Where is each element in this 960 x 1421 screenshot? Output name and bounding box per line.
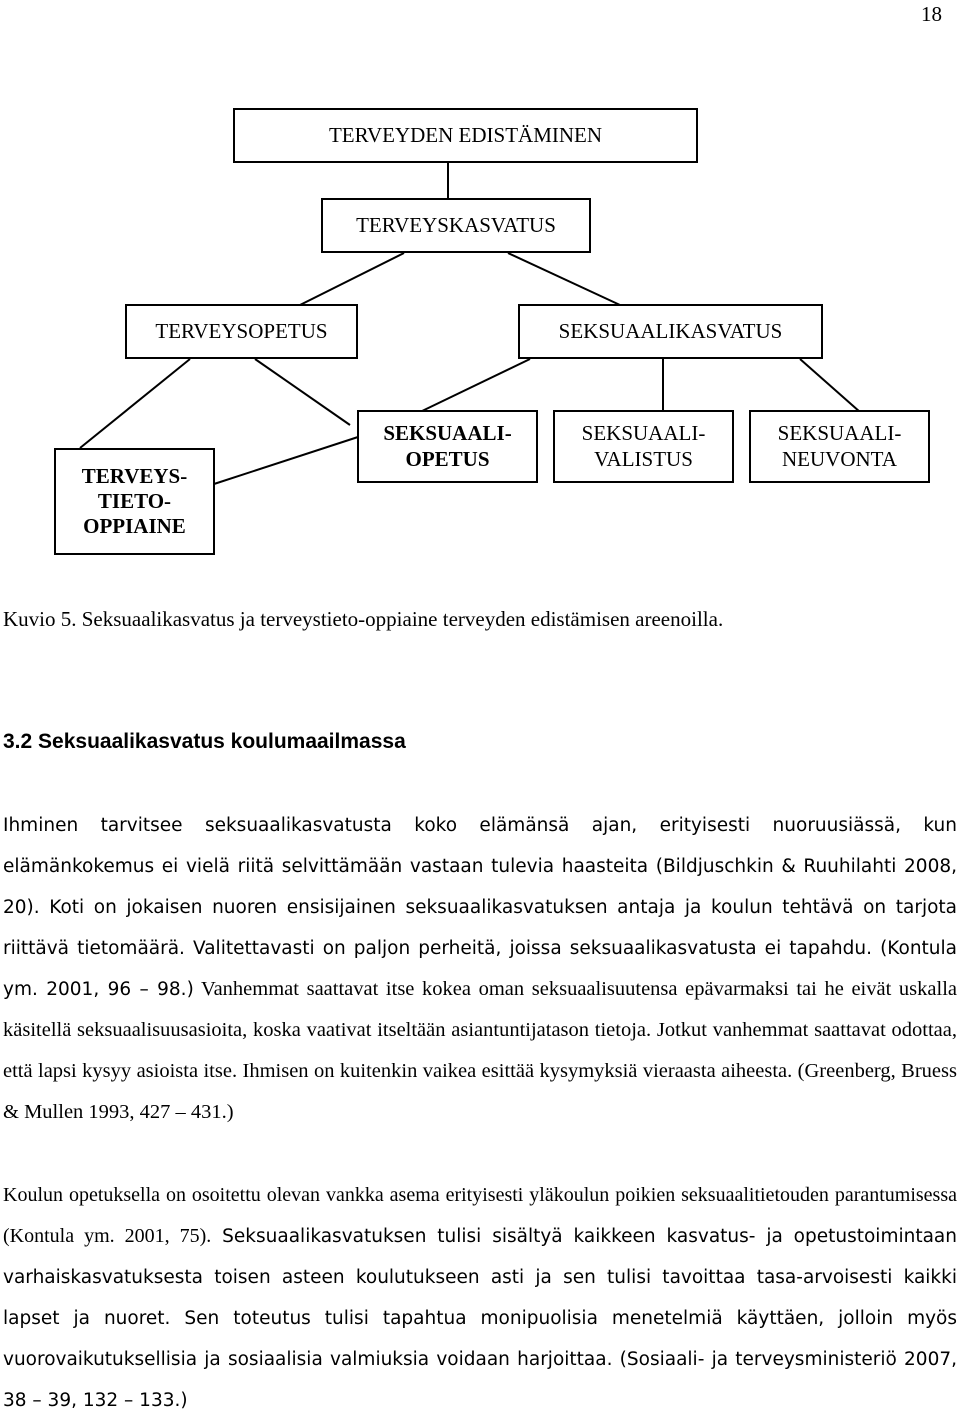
page-number: 18	[921, 2, 942, 26]
box-seksuaalineuvonta: SEKSUAALI- NEUVONTA	[749, 410, 930, 483]
connector-level2-terveysopetus	[300, 253, 404, 305]
paragraph-1	[3, 805, 957, 1133]
figure-caption: Kuvio 5. Seksuaalikasvatus ja terveystieto-oppiaine terveyden edistämisen areenoilla.	[3, 607, 724, 631]
box-seksuaalivalistus: SEKSUAALI- VALISTUS	[553, 410, 734, 483]
paragraph-2-part-a: Koulun opetuksella on osoitettu olevan vankka asema erityisesti yläkoulun poikien seksuaalitietouden parantumisessa (Kontula ym. 2001, 75).	[3, 1184, 957, 1247]
connector-level2-seksuaalikasvatus	[508, 253, 620, 305]
connector-seksuaalikasvatus-opetus	[420, 359, 530, 412]
box-seksuaalikasvatus: SEKSUAALIKASVATUS	[518, 304, 823, 359]
section-heading: 3.2 Seksuaalikasvatus koulumaailmassa	[3, 730, 406, 753]
paragraph-2-part-b: Seksuaalikasvatuksen tulisi sisältyä kaikkeen kasvatus- ja opetustoimintaan varhaiskasvatuksesta toisen asteen koulutukseen asti ja sen tulisi tavoittaa tasa-arvoisesti kaikki lapset ja nuoret. Sen toteutus tulisi tapahtua monipuolisia menetelmiä käyttäen, jolloin myös vuorovaikutuksellisia ja sosiaalisia valmiuksia voidaan harjoittaa. (Sosiaali- ja terveysministeriö 2007, 38 – 39, 132 – 133.)	[3, 1226, 957, 1411]
connector-terveystieto-opetus	[214, 437, 358, 484]
box-terveyskasvatus: TERVEYSKASVATUS	[321, 198, 591, 253]
paragraph-2	[3, 1175, 957, 1421]
connector-terveysopetus-terveystieto	[80, 359, 190, 448]
organization-diagram	[0, 0, 960, 600]
paragraph-1-part-b: Vanhemmat saattavat itse kokea oman seksuaalisuutensa epävarmaksi tai he eivät uskalla käsitellä seksuaalisuusasioita, koska vaativat itseltään asiantuntijatason tietoja. Jotkut vanhemmat saattavat odottaa, että lapsi kysyy asioista itse. Ihmisen on kuitenkin vaikea esittää kysymyksiä vieraasta aiheesta. (Greenberg, Bruess & Mullen 1993, 427 – 431.)	[3, 978, 957, 1123]
box-terveyden-edistaminen: TERVEYDEN EDISTÄMINEN	[233, 108, 698, 163]
box-terveysopetus: TERVEYSOPETUS	[125, 304, 358, 359]
connector-seksuaalikasvatus-neuvonta	[800, 359, 860, 412]
box-terveystieto-oppiaine: TERVEYS- TIETO- OPPIAINE	[54, 448, 215, 555]
box-seksuaaliopetus: SEKSUAALI- OPETUS	[357, 410, 538, 483]
connector-terveysopetus-opetus	[255, 359, 350, 425]
paragraph-1-part-a: Ihminen tarvitsee seksuaalikasvatusta koko elämänsä ajan, erityisesti nuoruusiässä, kun elämänkokemus ei vielä riitä selvittämään vastaan tulevia haasteita (Bildjuschkin & Ruuhilahti 2008, 20). Koti on jokaisen nuoren ensisijainen seksuaalikasvatuksen antaja ja koulun tehtävä on tarjota riittävä tietomäärä. Valitettavasti on paljon perheitä, joissa seksuaalikasvatusta ei tapahdu. (Kontula ym. 2001, 96 – 98.)	[3, 815, 957, 1000]
